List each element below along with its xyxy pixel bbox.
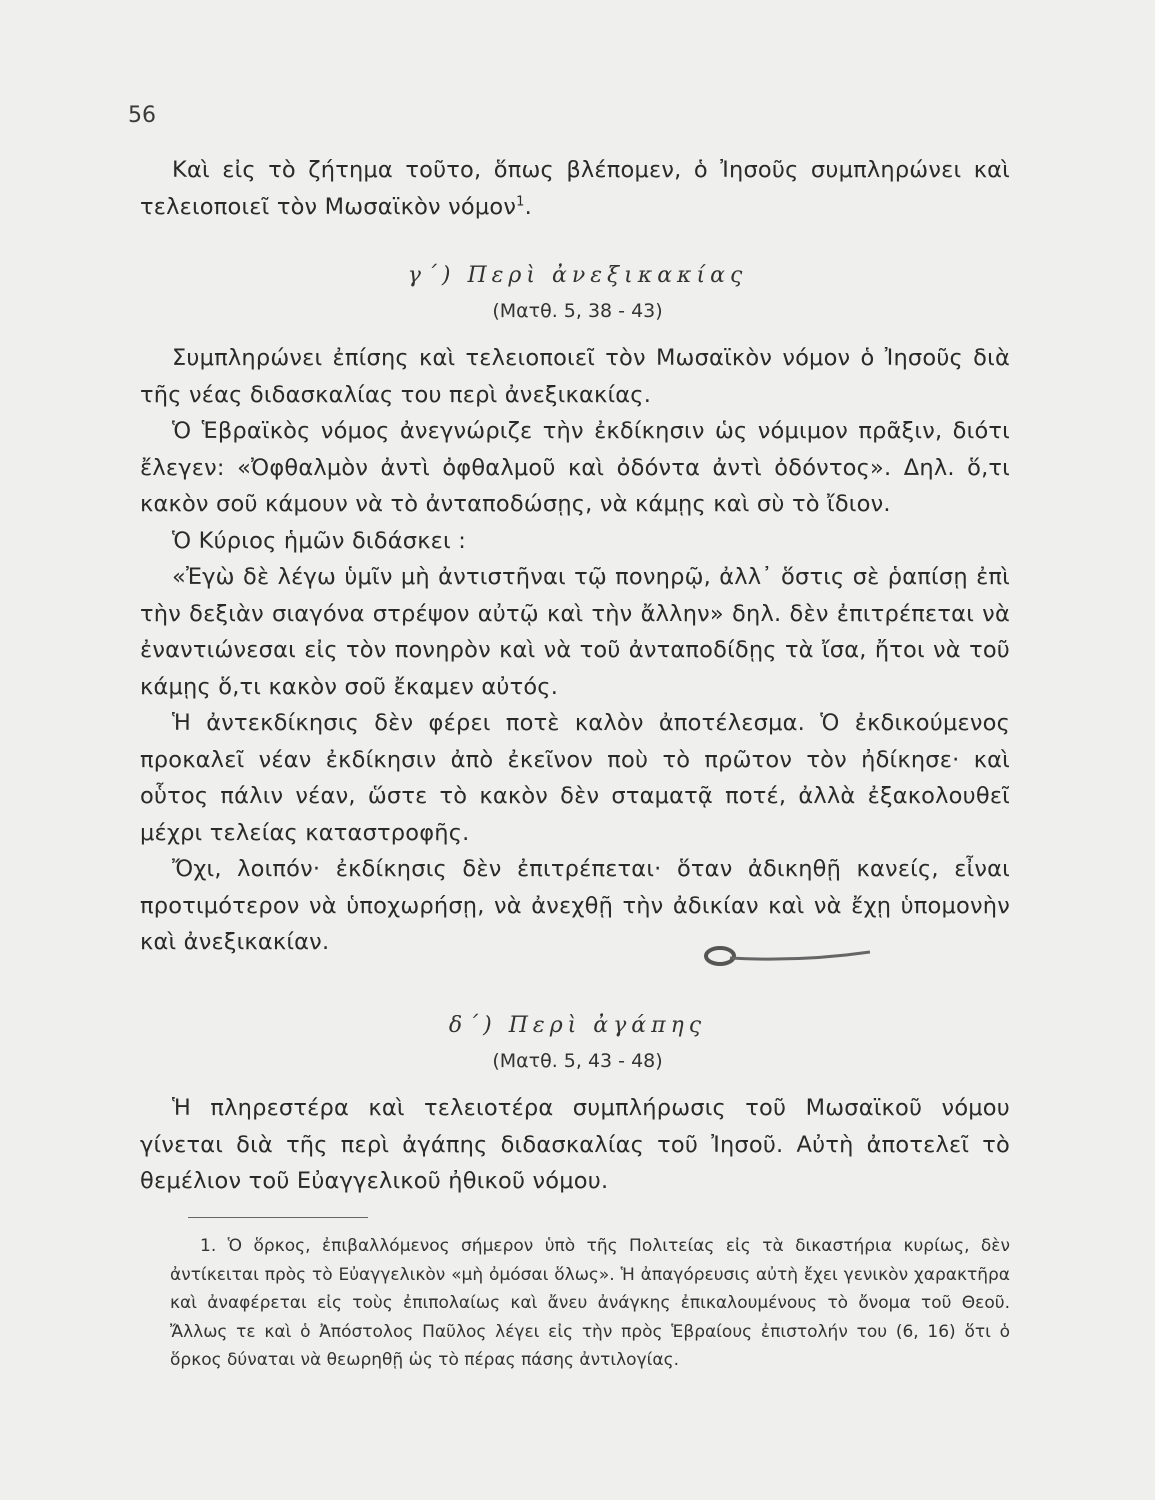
section-d-body (140, 1090, 1010, 1200)
section-c-title: γ΄) Περὶ ἀνεξικακίας (407, 263, 748, 288)
section-c-paragraph: Ὄχι, λοιπόν· ἐκδίκησις δὲν ἐπιτρέπεται· ὅταν ἀδικηθῇ κανείς, εἶναι προτιμότερον νὰ ὑποχωρήσῃ, νὰ ἀνεχθῇ τὴν ἀδικίαν καὶ νὰ ἔχῃ ὑπομονὴν καὶ ἀνεξικακίαν. (140, 856, 1010, 955)
section-d-paragraph: Ἡ πληρεστέρα καὶ τελειοτέρα συμπλήρωσις τοῦ Μωσαϊκοῦ νόμου γίνεται διὰ τῆς περὶ ἀγάπης διδασκαλίας τοῦ Ἰησοῦ. Αὐτὴ ἀποτελεῖ τὸ θεμέλιον τοῦ Εὐαγγελικοῦ ἠθικοῦ νόμου. (140, 1095, 1010, 1194)
section-c-reference: (Ματθ. 5, 38 - 43) (492, 300, 663, 322)
section-c-paragraph: Ἡ ἀντεκδίκησις δὲν φέρει ποτὲ καλὸν ἀποτέλεσμα. Ὁ ἐκδικούμενος προκαλεῖ νέαν ἐκδίκησιν ἀπὸ ἐκεῖνον ποὺ τὸ πρῶτον τὸν ἠδίκησε· καὶ οὗτος πάλιν νέαν, ὥστε τὸ κακὸν δὲν σταματᾷ ποτέ, ἀλλὰ ἐξακολουθεῖ μέχρι τελείας καταστροφῆς. (140, 710, 1010, 846)
section-d-reference: (Ματθ. 5, 43 - 48) (492, 1050, 663, 1072)
intro-body: Καὶ εἰς τὸ ζήτημα τοῦτο, ὅπως βλέπομεν, ὁ Ἰησοῦς συμπληρώνει καὶ τελειοποιεῖ τὸν Μωσαϊκὸν νόμον (140, 157, 1010, 220)
section-c-paragraph: Ὁ Κύριος ἡμῶν διδάσκει : (172, 527, 466, 554)
section-c-paragraph: Ὁ Ἑβραϊκὸς νόμος ἀνεγνώριζε τὴν ἐκδίκησιν ὡς νόμιμον πρᾶξιν, διότι ἔλεγεν: «Ὀφθαλμὸν ἀντὶ ὀφθαλμοῦ καὶ ὀδόντα ἀντὶ ὀδόντος». Δηλ. ὅ,τι κακὸν σοῦ κάμουν νὰ τὸ ἀνταποδώσῃς, νὰ κάμῃς καὶ σὺ τὸ ἴδιον. (140, 418, 1010, 517)
intro-paragraph (140, 152, 1010, 225)
section-d-title: δ΄) Περὶ ἀγάπης (448, 1013, 707, 1038)
footnote-separator (188, 1217, 368, 1218)
footnote-reference: 1 (516, 194, 525, 209)
section-c-paragraph: «Ἐγὼ δὲ λέγω ὑμῖν μὴ ἀντιστῆναι τῷ πονηρῷ, ἀλλ᾿ ὅστις σὲ ῥαπίσῃ ἐπὶ τὴν δεξιὰν σιαγόνα στρέψον αὐτῷ καὶ τὴν ἄλλην» δηλ. δὲν ἐπιτρέπεται νὰ ἐναντιώνεσαι εἰς τὸν πονηρὸν καὶ νὰ τοῦ ἀνταποδίδῃς τὰ ἴσα, ἤτοι νὰ τοῦ κάμῃς ὅ,τι κακὸν σοῦ ἔκαμεν αὐτός. (140, 564, 1010, 700)
section-c-paragraph: Συμπληρώνει ἐπίσης καὶ τελειοποιεῖ τὸν Μωσαϊκὸν νόμον ὁ Ἰησοῦς διὰ τῆς νέας διδασκαλίας του περὶ ἀνεξικακίας. (140, 345, 1010, 408)
section-c-body (140, 340, 1010, 961)
ink-smudge-mark (700, 944, 880, 974)
page-number: 56 (128, 103, 156, 128)
footnote: 1. Ὁ ὅρκος, ἐπιβαλλόμενος σήμερον ὑπὸ τῆς Πολιτείας εἰς τὰ δικαστήρια κυρίως, δὲν ἀντίκειται πρὸς τὸ Εὐαγγελικὸν «μὴ ὀμόσαι ὅλως». Ἡ ἀπαγόρευσις αὐτὴ ἔχει γενικὸν χαρακτῆρα καὶ ἀναφέρεται εἰς τοὺς ἐπιπολαίως καὶ ἄνευ ἀνάγκης ἐπικαλουμένους τὸ ὄνομα τοῦ Θεοῦ. Ἄλλως τε καὶ ὁ Ἀπόστολος Παῦλος λέγει εἰς τὴν πρὸς Ἑβραίους ἐπιστολήν του (6, 16) ὅτι ὁ ὅρκος δύναται νὰ θεωρηθῇ ὡς τὸ πέρας πάσης ἀντιλογίας. (170, 1236, 1010, 1370)
intro-end: . (524, 193, 532, 220)
intro-text (140, 152, 1010, 225)
